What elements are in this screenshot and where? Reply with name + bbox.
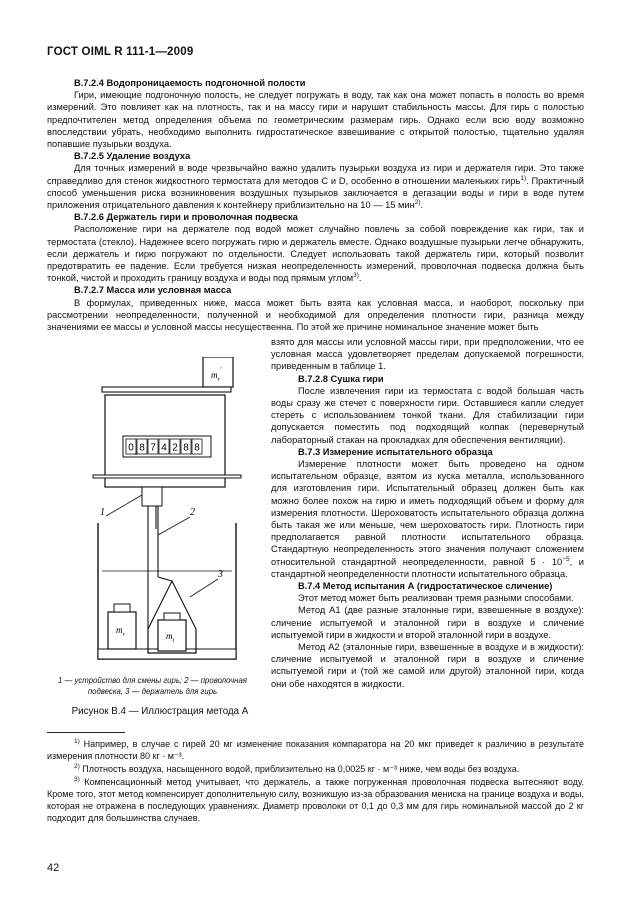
display-digits <box>126 439 202 455</box>
right-column <box>271 336 584 690</box>
heading-b726: В.7.2.6 Держатель гири и проволочная подвеска <box>74 212 298 223</box>
footnote-ref-3[interactable]: 3) <box>353 272 359 280</box>
footnote-3-text: Компенсационный метод учитывает, что держатель, а также погруженная проволочная подвеска вытесняют воду. Кроме того, этот метод компенсирует дополнительную силу, возникшую из-за образования мениска на границе воздуха и воды, которая не отражена в последующих уравнениях. Диаметр проволоки от 0,1 до 0,3 мм для гирь номинальной массой до 2 кг подходит для большинства случаев. <box>47 777 584 823</box>
heading-b74: В.7.4 Метод испытания А (гидростатическое сличение) <box>298 581 553 592</box>
weight-exchange-device <box>142 487 162 506</box>
figure-b4-diagram <box>92 357 242 665</box>
figure-title: Рисунок В.4 — Иллюстрация метода А <box>71 706 249 717</box>
footnote-2-mark: 2) <box>74 763 80 770</box>
para-b726 <box>47 223 584 284</box>
para-b726-text-b: . <box>358 273 362 284</box>
para-b726-text-a: Расположение гири на держателе под водой может случайно повлечь за собой повреждение как гири, так и термостата (стекло). Надежнее всего погружать гирю и держатель вместе. Однако воздушные пузырьки легче обнаружить, если держатель и гирю погружают по отдельности. Следует использовать такой держатель гири, который позволит предотвратить ее падение. Если требуется низкая неопределенность измерений, проволочная подвеска должна быть тонкой, чистой и проходить границу воздуха и воды под прямым углом <box>47 224 584 284</box>
footnote-3 <box>47 776 584 824</box>
footnote-3-mark: 3) <box>74 776 80 783</box>
label-top-weight: $m_r'$ <box>211 366 222 383</box>
footnote-2-text: Плотность воздуха, насыщенного водой, приблизительно на 0,0025 кг · м⁻³ ниже, чем воды без воздуха. <box>79 764 520 774</box>
heading-b725: В.7.2.5 Удаление воздуха <box>74 151 191 162</box>
para-b74-intro: Этот метод может быть реализован тремя разными способами. <box>298 593 574 604</box>
balance-pan <box>102 387 231 392</box>
footnote-ref-2[interactable]: 2) <box>414 198 421 206</box>
para-b725-text-b: . Практичный способ уменьшения риска возникновения воздушных пузырьков заключается в дегазации воды и гири в воде путем приложения отрицательного давления к контейнеру приблизительно на 10 — 15 мин <box>47 175 584 211</box>
page-number: 42 <box>47 862 60 874</box>
display-digit: 8 <box>139 442 145 454</box>
para-b73-text: Измерение плотности может быть проведено на одном испытательном образце, взятом из куска металла, использованного для изготовления гири. Испытательный образец должен быть как можно более похож на гирю и иметь подходящий объем и форму для измерения плотности. Шероховатость испытательного образца должна быть такая же или меньше, чем шероховатость гири. Плотность гири предполагается равной плотности испытательного образца. Стандартную неопределенность этого значения получают сложением относительной стандартной неопределенности, равной 5 · 10 <box>271 459 584 567</box>
figure-caption-legend: 1 — устройство для смены гирь; 2 — проволочная подвеска, 3 — держатель для гирь <box>58 676 247 696</box>
bench-top <box>93 475 241 478</box>
footnote-2 <box>47 763 584 775</box>
para-b728: После извлечения гири из термостата с водой большая часть воды сразу же стечет с поверхности гири. Оставшиеся капли следует стереть с использованием тонкой ткани. Для стабилизации гири допускается поместить под подходящий колпак (перевернутый лабораторный стакан на прокладках для обеспечения вентиляции). <box>271 385 584 445</box>
para-b727: В формулах, приведенных ниже, масса может быть взята как условная масса, и наоборот, поскольку при рассмотрении неопределенности, полученной и необходимой для определения плотности гири, разница между значениями ее массы и условной массы несущественна. По этой же причине номинальное значение может быть <box>47 297 584 333</box>
footnote-1 <box>47 738 584 762</box>
heading-b724: В.7.2.4 Водопроницаемость подгоночной полости <box>74 78 306 88</box>
callout-3: 3 <box>218 569 223 580</box>
footnote-1-text: Например, в случае с гирей 20 мг изменение показания компаратора на 20 мкг приведет к различию в результате измерения плотности 80 кг · м⁻³. <box>47 739 584 761</box>
heading-b727: В.7.2.7 Масса или условная масса <box>74 285 232 296</box>
para-b725-text-a: Для точных измерений в воде чрезвычайно важно удалить пузырьки воздуха из гири и держателя гири. Это также справедливо для стенок жидкостного термостата для методов С и D, особенно в отношении маленьких гирь <box>47 163 584 186</box>
display-digit: 8 <box>183 442 189 454</box>
para-b73-tail: , и стандартной неопределенности плотности испытательного образца. <box>271 556 584 579</box>
callout-1: 1 <box>100 507 105 518</box>
footnote-ref-1[interactable]: 1) <box>520 174 527 182</box>
display-digit: 8 <box>194 442 200 454</box>
heading-b728: В.7.2.8 Сушка гири <box>298 373 384 384</box>
heading-b73: В.7.3 Измерение испытательного образца <box>298 446 493 457</box>
footnotes <box>47 738 584 825</box>
display-digit: 4 <box>161 442 167 454</box>
label-test-weight: $m_t$ <box>166 631 175 644</box>
label-left-weight: $m_r$ <box>116 625 125 638</box>
para-b73 <box>271 458 584 580</box>
para-b725 <box>47 162 584 211</box>
para-b724: Гири, имеющие подгоночную полость, не следует погружать в воду, так как она может попасть в полость во время измерений. Это повлияет как на плотность, так и на массу гири и нарушит стабильность массы. Для гирь с полостью предпочтителен метод определения объема по геометрическим размерам гирь. Однако если всю воду возможно впоследствии убрать, необходимо выполнить гидростатическое взвешивание с открытой полостью, тщательно удаляя попавшие пузырьки воздуха. <box>47 90 584 150</box>
main-column <box>47 77 584 333</box>
display-digit: 2 <box>172 442 178 454</box>
callout-2: 2 <box>190 507 195 518</box>
footnote-separator <box>47 732 125 733</box>
running-header: ГОСТ OIML R 111-1—2009 <box>47 46 194 58</box>
display-digit: 7 <box>150 442 156 454</box>
para-b74-method-a1: Метод А1 (две разные эталонные гири, взвешенные в воздухе): сличение испытуемой и эталонной гири в воздухе и сличение испытуемой гири в жидкости и второй эталонной гири в воздухе. <box>271 605 584 640</box>
footnote-1-mark: 1) <box>74 738 80 745</box>
para-b74-method-a2: Метод А2 (эталонные гири, взвешенные в воздухе и в жидкости): сличение испытуемой и эталонной гири в воздухе и сличение испытуемой гири и (той же самой или другой) эталонной гири, когда они обе находятся в жидкости. <box>271 642 584 689</box>
para-b725-text-c: . <box>420 200 424 211</box>
exponent: −5 <box>562 555 570 563</box>
para-b727-cont: взято для массы или условной массы гири, при предположении, что ее условная масса удовлетворяет пределам допускаемой погрешности, приведенным в таблице 1. <box>271 337 584 372</box>
display-digit: 0 <box>128 442 134 454</box>
